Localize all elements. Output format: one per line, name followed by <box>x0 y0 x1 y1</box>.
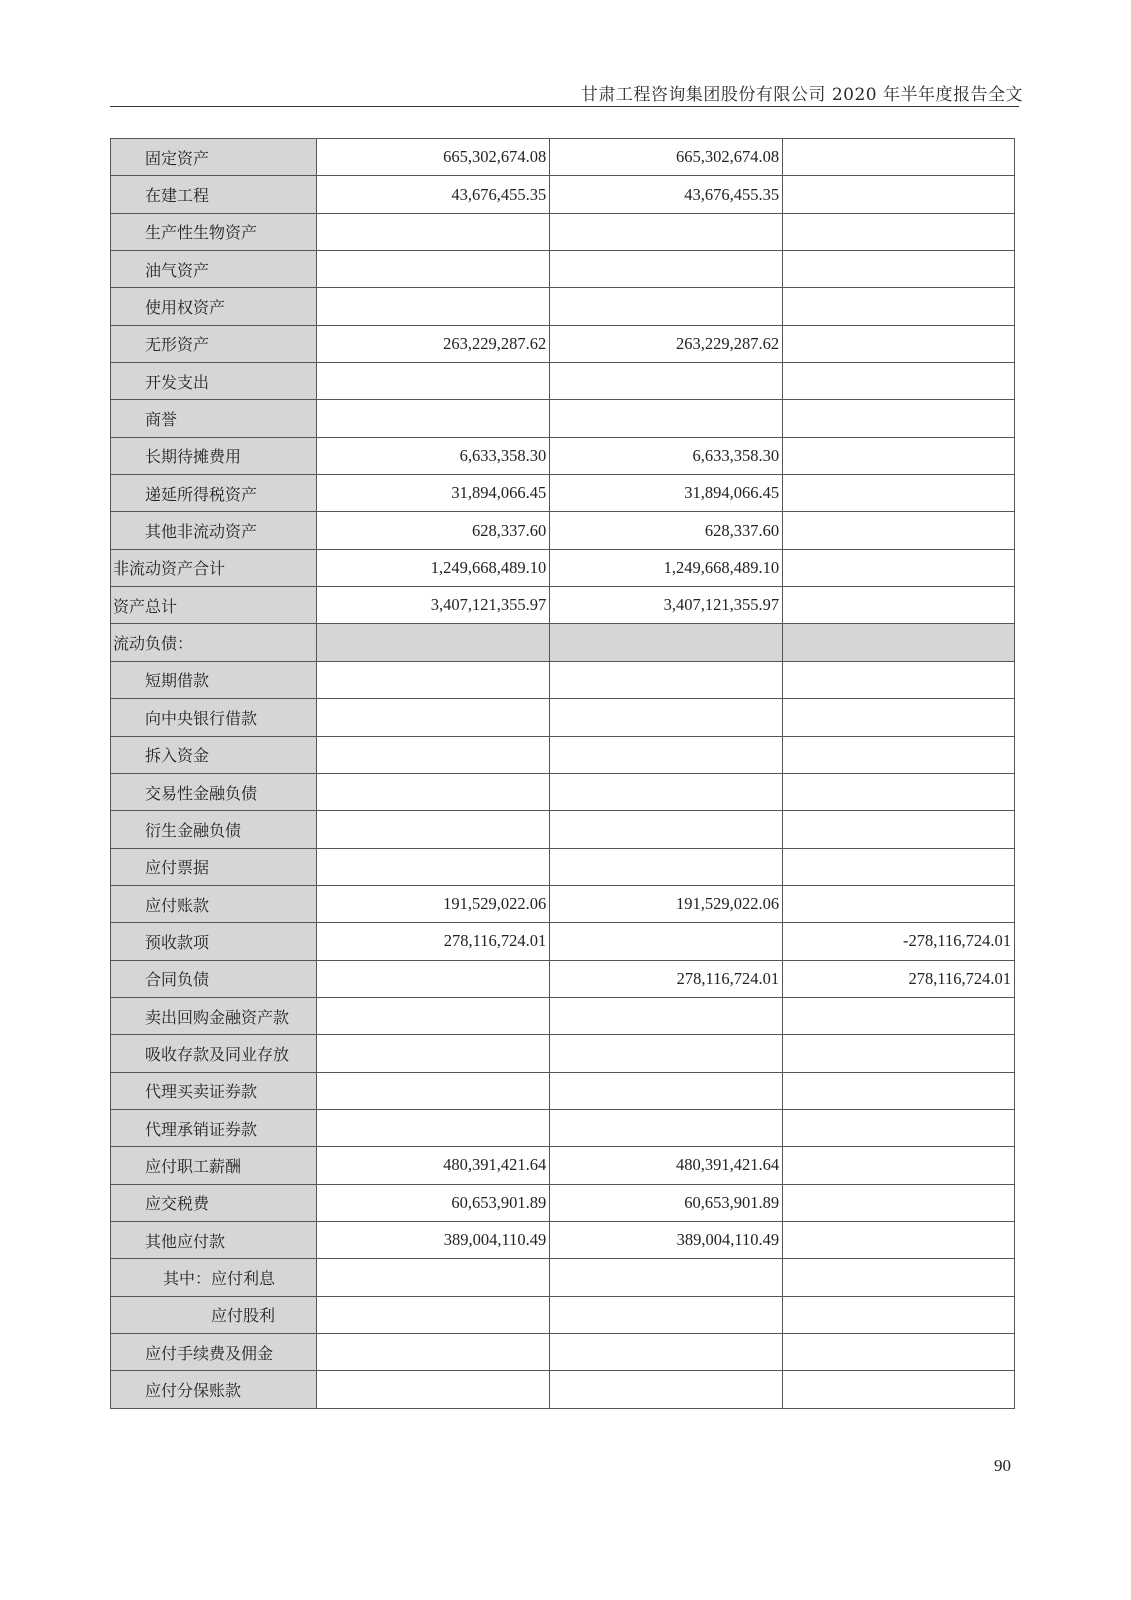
row-label: 应付账款 <box>111 885 317 922</box>
row-label: 资产总计 <box>111 587 317 624</box>
row-label: 其中：应付利息 <box>111 1259 317 1296</box>
value-cell-col1 <box>317 960 550 997</box>
value-cell-col3 <box>783 475 1015 512</box>
row-label: 应交税费 <box>111 1184 317 1221</box>
value-cell-col2: 1,249,668,489.10 <box>550 549 783 586</box>
table-row <box>111 549 1015 586</box>
value-cell-col2 <box>550 1259 783 1296</box>
value-cell-col2: 3,407,121,355.97 <box>550 587 783 624</box>
table-row <box>111 400 1015 437</box>
table-row <box>111 811 1015 848</box>
value-cell-col2 <box>550 251 783 288</box>
value-cell-col3 <box>783 661 1015 698</box>
value-cell-col2 <box>550 288 783 325</box>
value-cell-col1 <box>317 1035 550 1072</box>
table-row <box>111 475 1015 512</box>
row-label: 拆入资金 <box>111 736 317 773</box>
value-cell-col3: -278,116,724.01 <box>783 923 1015 960</box>
value-cell-col2 <box>550 997 783 1034</box>
row-label: 固定资产 <box>111 139 317 176</box>
table-row <box>111 1109 1015 1146</box>
value-cell-col2 <box>550 699 783 736</box>
row-label: 非流动资产合计 <box>111 549 317 586</box>
value-cell-col3 <box>783 699 1015 736</box>
value-cell-col2 <box>550 1371 783 1408</box>
value-cell-col1: 60,653,901.89 <box>317 1184 550 1221</box>
value-cell-col2 <box>550 1334 783 1371</box>
table-row <box>111 848 1015 885</box>
value-cell-col1: 480,391,421.64 <box>317 1147 550 1184</box>
value-cell-col1 <box>317 848 550 885</box>
value-cell-col3 <box>783 736 1015 773</box>
value-cell-col3 <box>783 400 1015 437</box>
row-label: 其他应付款 <box>111 1221 317 1258</box>
table-row <box>111 997 1015 1034</box>
value-cell-col2 <box>550 213 783 250</box>
value-cell-col3 <box>783 512 1015 549</box>
value-cell-col2 <box>550 1109 783 1146</box>
value-cell-col3 <box>783 1147 1015 1184</box>
row-label: 生产性生物资产 <box>111 213 317 250</box>
value-cell-col2: 31,894,066.45 <box>550 475 783 512</box>
value-cell-col3 <box>783 1184 1015 1221</box>
row-label: 长期待摊费用 <box>111 437 317 474</box>
value-cell-col1 <box>317 400 550 437</box>
value-cell-col1 <box>317 1334 550 1371</box>
row-label: 卖出回购金融资产款 <box>111 997 317 1034</box>
value-cell-col3: 278,116,724.01 <box>783 960 1015 997</box>
table-row <box>111 1221 1015 1258</box>
value-cell-col2 <box>550 624 783 661</box>
value-cell-col1 <box>317 736 550 773</box>
value-cell-col1 <box>317 699 550 736</box>
report-header-title: 甘肃工程咨询集团股份有限公司 2020 年半年度报告全文 <box>580 85 1023 105</box>
value-cell-col3 <box>783 848 1015 885</box>
row-label: 应付票据 <box>111 848 317 885</box>
table-row <box>111 699 1015 736</box>
balance-sheet-table <box>110 138 1015 1409</box>
table-row <box>111 885 1015 922</box>
table-row <box>111 960 1015 997</box>
value-cell-col3 <box>783 176 1015 213</box>
value-cell-col3 <box>783 624 1015 661</box>
row-label: 应付职工薪酬 <box>111 1147 317 1184</box>
row-label: 交易性金融负债 <box>111 773 317 810</box>
value-cell-col2 <box>550 773 783 810</box>
value-cell-col1 <box>317 624 550 661</box>
value-cell-col1: 1,249,668,489.10 <box>317 549 550 586</box>
row-label: 在建工程 <box>111 176 317 213</box>
table-row <box>111 736 1015 773</box>
value-cell-col2: 263,229,287.62 <box>550 325 783 362</box>
value-cell-col1: 389,004,110.49 <box>317 1221 550 1258</box>
table-row <box>111 923 1015 960</box>
value-cell-col1 <box>317 773 550 810</box>
value-cell-col2: 43,676,455.35 <box>550 176 783 213</box>
value-cell-col3 <box>783 1221 1015 1258</box>
value-cell-col2 <box>550 1296 783 1333</box>
value-cell-col1 <box>317 811 550 848</box>
table-row <box>111 1147 1015 1184</box>
row-label: 其他非流动资产 <box>111 512 317 549</box>
value-cell-col2 <box>550 400 783 437</box>
table-row <box>111 1371 1015 1408</box>
table-row <box>111 512 1015 549</box>
value-cell-col3 <box>783 1072 1015 1109</box>
value-cell-col1: 31,894,066.45 <box>317 475 550 512</box>
value-cell-col3 <box>783 213 1015 250</box>
header-divider <box>110 106 1019 107</box>
value-cell-col1 <box>317 1109 550 1146</box>
row-label: 吸收存款及同业存放 <box>111 1035 317 1072</box>
table-row <box>111 1184 1015 1221</box>
table-row <box>111 661 1015 698</box>
row-label: 应付手续费及佣金 <box>111 1334 317 1371</box>
value-cell-col3 <box>783 363 1015 400</box>
value-cell-col1 <box>317 288 550 325</box>
value-cell-col3 <box>783 811 1015 848</box>
table-row <box>111 363 1015 400</box>
value-cell-col3 <box>783 587 1015 624</box>
table-row <box>111 288 1015 325</box>
value-cell-col2 <box>550 811 783 848</box>
value-cell-col1 <box>317 1371 550 1408</box>
value-cell-col3 <box>783 1109 1015 1146</box>
row-label: 使用权资产 <box>111 288 317 325</box>
value-cell-col2 <box>550 923 783 960</box>
value-cell-col1 <box>317 1296 550 1333</box>
value-cell-col1 <box>317 997 550 1034</box>
value-cell-col2: 278,116,724.01 <box>550 960 783 997</box>
balance-sheet-body <box>111 139 1015 1409</box>
value-cell-col3 <box>783 549 1015 586</box>
page-number: 90 <box>994 1456 1011 1475</box>
row-label: 油气资产 <box>111 251 317 288</box>
value-cell-col1: 628,337.60 <box>317 512 550 549</box>
value-cell-col3 <box>783 1035 1015 1072</box>
row-label: 应付股利 <box>111 1296 317 1333</box>
value-cell-col1 <box>317 213 550 250</box>
value-cell-col1: 665,302,674.08 <box>317 139 550 176</box>
value-cell-col1 <box>317 1259 550 1296</box>
value-cell-col1: 43,676,455.35 <box>317 176 550 213</box>
table-row <box>111 587 1015 624</box>
row-label: 商誉 <box>111 400 317 437</box>
value-cell-col2: 480,391,421.64 <box>550 1147 783 1184</box>
value-cell-col2 <box>550 736 783 773</box>
value-cell-col3 <box>783 139 1015 176</box>
row-label: 合同负债 <box>111 960 317 997</box>
row-label: 流动负债： <box>111 624 317 661</box>
value-cell-col1: 3,407,121,355.97 <box>317 587 550 624</box>
value-cell-col3 <box>783 251 1015 288</box>
table-row <box>111 325 1015 362</box>
row-label: 向中央银行借款 <box>111 699 317 736</box>
table-row <box>111 1072 1015 1109</box>
row-label: 开发支出 <box>111 363 317 400</box>
value-cell-col3 <box>783 1334 1015 1371</box>
row-label: 无形资产 <box>111 325 317 362</box>
table-row <box>111 773 1015 810</box>
table-row <box>111 139 1015 176</box>
value-cell-col1 <box>317 661 550 698</box>
value-cell-col2: 191,529,022.06 <box>550 885 783 922</box>
table-row <box>111 1035 1015 1072</box>
row-label: 衍生金融负债 <box>111 811 317 848</box>
value-cell-col2: 389,004,110.49 <box>550 1221 783 1258</box>
value-cell-col2 <box>550 363 783 400</box>
table-row <box>111 251 1015 288</box>
value-cell-col2: 628,337.60 <box>550 512 783 549</box>
row-label: 代理买卖证券款 <box>111 1072 317 1109</box>
table-row <box>111 213 1015 250</box>
value-cell-col2 <box>550 848 783 885</box>
value-cell-col1: 6,633,358.30 <box>317 437 550 474</box>
value-cell-col2: 665,302,674.08 <box>550 139 783 176</box>
value-cell-col3 <box>783 885 1015 922</box>
table-row <box>111 176 1015 213</box>
value-cell-col1 <box>317 363 550 400</box>
row-label: 应付分保账款 <box>111 1371 317 1408</box>
row-label: 预收款项 <box>111 923 317 960</box>
value-cell-col2: 60,653,901.89 <box>550 1184 783 1221</box>
value-cell-col3 <box>783 1296 1015 1333</box>
value-cell-col3 <box>783 773 1015 810</box>
table-row <box>111 1259 1015 1296</box>
value-cell-col3 <box>783 325 1015 362</box>
value-cell-col1: 263,229,287.62 <box>317 325 550 362</box>
table-row <box>111 1296 1015 1333</box>
value-cell-col2 <box>550 1072 783 1109</box>
value-cell-col2 <box>550 1035 783 1072</box>
value-cell-col1: 191,529,022.06 <box>317 885 550 922</box>
value-cell-col3 <box>783 997 1015 1034</box>
value-cell-col1 <box>317 251 550 288</box>
value-cell-col3 <box>783 1259 1015 1296</box>
row-label: 递延所得税资产 <box>111 475 317 512</box>
table-row <box>111 1334 1015 1371</box>
value-cell-col2 <box>550 661 783 698</box>
value-cell-col2: 6,633,358.30 <box>550 437 783 474</box>
row-label: 代理承销证券款 <box>111 1109 317 1146</box>
value-cell-col3 <box>783 1371 1015 1408</box>
value-cell-col1 <box>317 1072 550 1109</box>
value-cell-col1: 278,116,724.01 <box>317 923 550 960</box>
value-cell-col3 <box>783 437 1015 474</box>
table-row <box>111 437 1015 474</box>
value-cell-col3 <box>783 288 1015 325</box>
row-label: 短期借款 <box>111 661 317 698</box>
table-row <box>111 624 1015 661</box>
